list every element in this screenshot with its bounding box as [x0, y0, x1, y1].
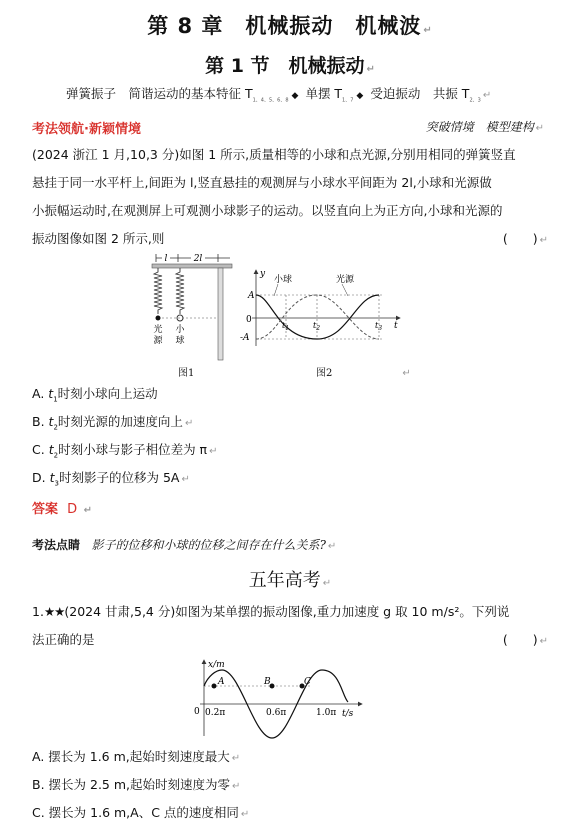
fig1-ball-label-1: 小: [175, 325, 185, 335]
fig1-rod: [152, 264, 232, 268]
q2-option-b: B. 摆长为 2.5 m,起始时刻速度为零 ↵: [32, 777, 241, 792]
q1-option-c: C. $t_2$时刻小球与影子相位差为 π ↵: [32, 442, 218, 460]
q1-option-d: D. $t_3$时刻影子的位移为 5A ↵: [32, 470, 190, 488]
fig2-A-label: A: [248, 291, 255, 301]
question1-stem: [32, 141, 548, 253]
fig2-y-label: y: [260, 269, 266, 279]
q2-line-2: 法正确的是 ( ) ↵: [32, 626, 548, 654]
figure-1: [148, 250, 240, 380]
q2-answer-blank: ( ) ↵: [502, 632, 548, 647]
q2-y-label: x/m: [208, 660, 225, 670]
q2-origin: 0: [194, 707, 200, 717]
fig2-light-label: 光源: [336, 275, 355, 285]
fig2-light-curve: [256, 295, 379, 339]
fig2-negA-label: -A: [240, 333, 250, 343]
knowledge-points: 弹簧振子 简谐运动的基本特征 $T_{1、4、5、6、8}$ ◆ 单摆 $T_{1、7}$ ◆ 受迫振动 共振 $T_{2、3}$ ↵: [66, 86, 492, 104]
question2-stem: [32, 598, 548, 654]
q2-tick-2: 0.6π: [266, 708, 287, 718]
q2-line-1: 1.★★(2024 甘肃,5,4 分)如图为某单摆的振动图像,重力加速度 g 取 10 m/s²。下列说: [32, 604, 510, 619]
fig2-t2: $t_2$: [313, 321, 321, 332]
fig2-t3: $t_3$: [375, 321, 383, 332]
kp-2: 单摆 $T_{1、7}$: [305, 86, 354, 104]
q2-label-a: A: [218, 677, 225, 687]
banner-right: 突破情境 模型建构 ↵: [425, 120, 544, 134]
q2-point-a: [212, 684, 217, 689]
fig1-light-source: [156, 316, 161, 321]
fig2-origin: 0: [246, 315, 252, 325]
fig1-screen: [218, 268, 223, 360]
chapter-title: 第 8 章 机械振动 机械波 ↵: [147, 14, 433, 38]
q1-answer: 答案 D ↵: [32, 502, 93, 517]
fig2-ball-curve: [256, 295, 379, 339]
q1-line-4: 振动图像如图 2 所示,则 ( ) ↵: [32, 225, 548, 253]
fig1-ball-label-2: 球: [175, 336, 185, 346]
q2-tick-1: 0.2π: [205, 708, 226, 718]
fig1-spring-light: [154, 268, 162, 314]
q1-line-3: 小振幅运动时,在观测屏上可观测小球影子的运动。以竖直向上为正方向,小球和光源的: [32, 203, 503, 218]
five-year-title: 五年高考 ↵: [248, 570, 332, 591]
fig1-light-label-1: 光: [153, 325, 163, 335]
kp-3: 受迫振动 共振 $T_{2、3}$: [370, 86, 481, 104]
q2-option-c: C. 摆长为 1.6 m,A、C 点的速度相同 ↵: [32, 805, 250, 820]
q1-tip: 考法点睛 影子的位移和小球的位移之间存在什么关系? ↵: [32, 538, 337, 552]
q2-option-a: A. 摆长为 1.6 m,起始时刻速度最大 ↵: [32, 749, 241, 764]
fig2-t-label: t: [394, 321, 398, 331]
banner-left: 考法领航·新颖情境: [32, 122, 141, 137]
fig1-spring-ball: [176, 268, 184, 314]
q2-x-label: t/s: [342, 709, 354, 719]
q1-line-1: (2024 浙江 1 月,10,3 分)如图 1 所示,质量相等的小球和点光源,分别用相同的弹簧竖直: [32, 147, 516, 162]
kp-1: 弹簧振子 简谐运动的基本特征 $T_{1、4、5、6、8}$: [66, 86, 289, 104]
q2-graph: [192, 656, 368, 740]
fig2-ball-label: 小球: [274, 275, 293, 285]
section-title: 第 1 节 机械振动 ↵: [205, 55, 375, 77]
figure-2: [238, 266, 406, 350]
q1-option-b: B. $t_2$时刻光源的加速度向上 ↵: [32, 414, 194, 432]
q2-label-c: C: [304, 677, 311, 687]
fig1-label-l: l: [164, 254, 168, 264]
q1-answer-blank: ( ) ↵: [502, 231, 548, 246]
fig1-caption: 图1: [178, 368, 195, 379]
difficulty-stars: ★★: [43, 604, 65, 619]
fig2-caption: 图2 ↵: [316, 368, 411, 379]
q1-line-2: 悬挂于同一水平杆上,间距为 l,竖直悬挂的观测屏与小球水平间距为 2l,小球和光源做: [32, 175, 492, 190]
q1-option-a: A. $t_1$时刻小球向上运动: [32, 386, 158, 404]
fig1-label-2l: 2l: [193, 254, 203, 264]
fig2-t1: $t_1$: [282, 321, 290, 332]
q2-label-b: B: [264, 677, 271, 687]
q2-tick-3: 1.0π: [316, 708, 337, 718]
fig1-light-label-2: 源: [153, 336, 163, 346]
